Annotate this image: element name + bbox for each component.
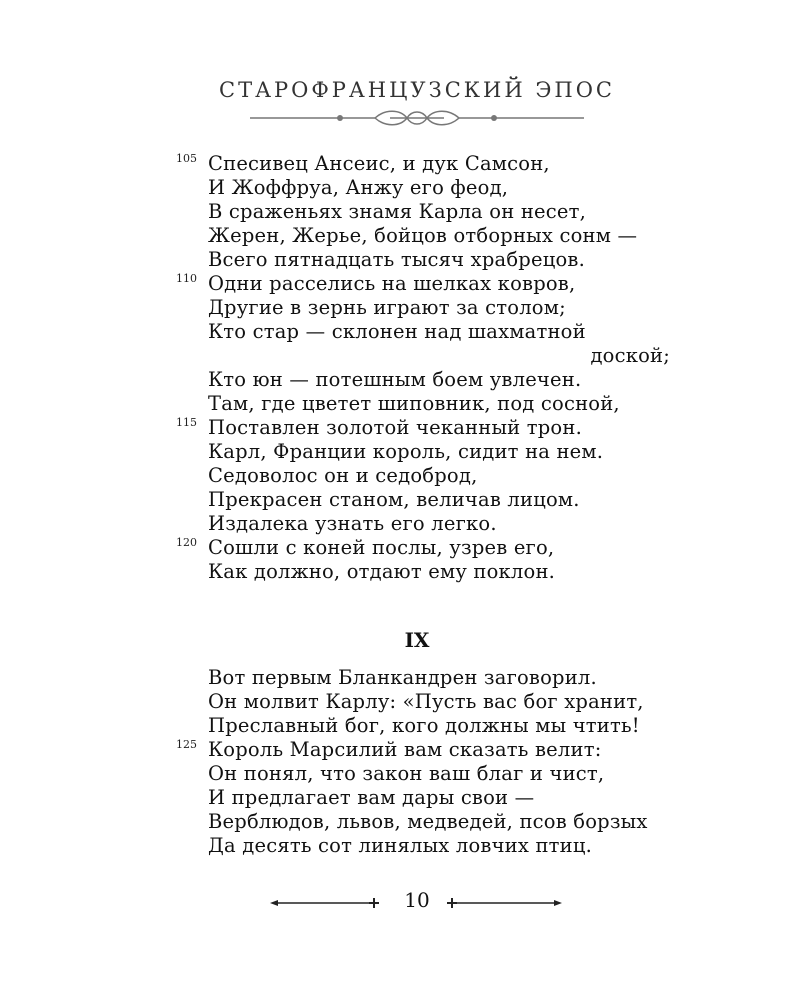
verse-line: И Жоффруа, Анжу его феод, (208, 176, 509, 199)
verse-line: Прекрасен станом, величав лицом. (208, 488, 580, 511)
verse-line: Король Марсилий вам сказать велит: (208, 738, 602, 761)
verse-line: Карл, Франции король, сидит на нем. (208, 440, 604, 463)
verse-number: 120 (176, 536, 197, 549)
section-heading: IX (404, 628, 430, 652)
verse-line: Издалека узнать его легко. (208, 512, 497, 535)
verse-line: Верблюдов, львов, медведей, псов борзых (208, 810, 648, 833)
verse-line: Он понял, что закон ваш благ и чист, (208, 762, 605, 785)
page-number: 10 (404, 888, 430, 912)
verse-line: Там, где цветет шиповник, под сосной, (208, 392, 620, 415)
verse-line: Всего пятнадцать тысяч храбрецов. (208, 248, 585, 271)
verse-line: Жерен, Жерье, бойцов отборных сонм — (208, 224, 638, 247)
verse-line: Одни расселись на шелках ковров, (208, 272, 576, 295)
verse-line: Спесивец Ансеис, и дук Самсон, (208, 152, 550, 175)
verse-line: В сраженьях знамя Карла он несет, (208, 200, 587, 223)
verse-line-continuation: доской; (590, 344, 670, 367)
verse-line: Вот первым Бланкандрен заговорил. (208, 666, 597, 689)
verse-line: Да десять сот линялых ловчих птиц. (208, 834, 592, 857)
verse-line: Кто стар — склонен над шахматной (208, 320, 586, 343)
verse-line: Как должно, отдают ему поклон. (208, 560, 556, 583)
verse-line: Другие в зернь играют за столом; (208, 296, 566, 319)
verse-line: Преславный бог, кого должны мы чтить! (208, 714, 640, 737)
verse-number: 110 (176, 272, 197, 285)
running-header: СТАРОФРАНЦУЗСКИЙ ЭПОС (219, 78, 615, 102)
verse-line: Поставлен золотой чеканный трон. (208, 416, 582, 439)
verse-line: Седоволос он и седоброд, (208, 464, 478, 487)
verse-line: Сошли с коней послы, узрев его, (208, 536, 555, 559)
verse-number: 105 (176, 152, 197, 165)
verse-number: 125 (176, 738, 197, 751)
verse-line: Он молвит Карлу: «Пусть вас бог хранит, (208, 690, 644, 713)
verse-line: И предлагает вам дары свои — (208, 786, 535, 809)
verse-number: 115 (176, 416, 197, 429)
header-ornament-icon (250, 107, 584, 129)
verse-line: Кто юн — потешным боем увлечен. (208, 368, 582, 391)
